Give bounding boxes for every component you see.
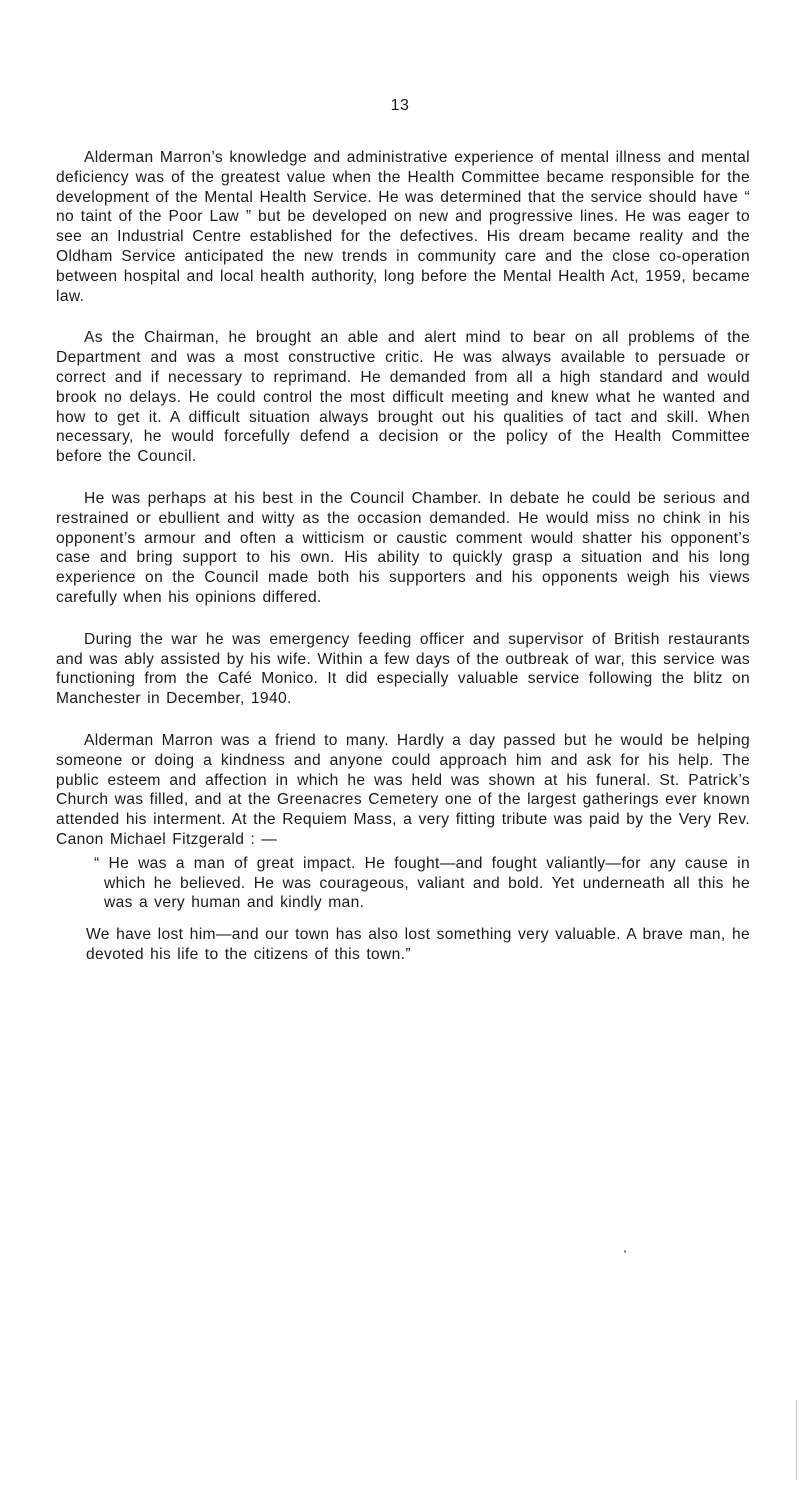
paragraph-mental-health: Alderman Marron’s knowledge and administrative experience of mental illness and mental deficiency was of the greatest value when the Health Committee became responsible for the development of the Mental Health Service. He was determined that the service should have “ no taint of the Poor Law ” but be developed on new and progressive lines. He was eager to see an Industrial Centre established for the defectives. His dream became reality and the Oldham Service anticipated the new trends in community care and the close co-operation between hospital and local health authority, long before the Mental Health Act, 1959, became law. <box>56 149 750 305</box>
paragraph-friend-to-many: Alderman Marron was a friend to many. Hardly a day passed but he would be helping someone or doing a kindness and anyone could approach him and ask for his help. The public esteem and affection in which he was held was shown at his funeral. St. Patrick’s Church was filled, and at the Greenacres Cemetery one of the largest gatherings ever known attended his interment. At the Requiem Mass, a very fitting tribute was paid by the Very Rev. Canon Michael Fitzgerald : — <box>56 731 750 848</box>
paragraph-chairman: As the Chairman, he brought an able and alert mind to bear on all problems of the Department and was a most constructive critic. He was always available to persuade or correct and if necessary to reprimand. He demanded from all a high standard and would brook no delays. He could control the most difficult meeting and knew what he wanted and how to get it. A difficult situation always brought out his qualities of tact and skill. When necessary, he would forcefully defend a decision or the policy of the Health Committee before the Council. <box>56 329 750 466</box>
body-text <box>56 148 750 965</box>
tribute-quote <box>56 854 750 965</box>
paragraph-council-chamber: He was perhaps at his best in the Council Chamber. In debate he could be serious and restrained or ebullient and witty as the occasion demanded. He would miss no chink in his opponent’s armour and often a witticism or caustic comment would shatter his opponent’s case and bring support to his own. His ability to quickly grasp a situation and his long experience on the Council made both his supporters and his opponents weigh his views carefully when his opinions differed. <box>56 489 750 606</box>
scan-edge-mark <box>796 1400 797 1480</box>
quote-part-two: We have lost him—and our town has also lost something very valuable. A brave man, he devoted his life to the citizens of this town.” <box>86 926 750 963</box>
page-number: 13 <box>390 97 410 114</box>
quote-part-one: “ He was a man of great impact. He fought—and fought valiantly—for any cause in which he believed. He was courageous, valiant and bold. Yet underneath all this he was a very human and kindly man. <box>94 854 750 912</box>
scan-speck <box>624 1250 626 1253</box>
paragraph-war-service: During the war he was emergency feeding officer and supervisor of British restaurants and was ably assisted by his wife. Within a few days of the outbreak of war, this service was functioning from the Café Monico. It did especially valuable service following the blitz on Manchester in December, 1940. <box>56 630 750 708</box>
